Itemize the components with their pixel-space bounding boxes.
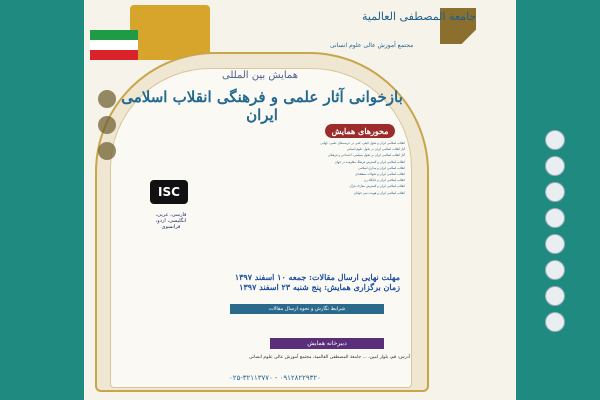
ornament-icon: [98, 116, 116, 134]
university-name: جامعة المصطفى العالمية: [362, 10, 477, 23]
left-side-ornaments: [95, 90, 119, 390]
topic-item: انقلاب اسلامی ایران و هویت دینی جوانان: [353, 190, 405, 195]
sponsor-logo-icon: [545, 130, 565, 150]
secretariat-heading: دبیرخانه همایش: [270, 338, 384, 349]
sponsor-logo-icon: [545, 208, 565, 228]
topics-list: [185, 140, 405, 196]
ornament-icon: [98, 90, 116, 108]
topic-item: آثار انقلاب اسلامی ایران بر تحول سیاسی، اجتماعی و فرهنگی: [327, 153, 405, 158]
topic-item: انقلاب اسلامی ایران و گسترش فرهنگ مقاومت در جهان: [334, 159, 405, 164]
axes-heading: محورهای همایش: [325, 124, 395, 138]
topic-item: انقلاب اسلامی ایران و گسترش معارف قرآن: [349, 184, 405, 189]
topic-item: انقلاب اسلامی ایران و تحولات منطقه‌ای: [355, 172, 405, 177]
sponsor-logo-icon: [545, 182, 565, 202]
sponsor-logo-icon: [545, 156, 565, 176]
sponsor-logo-icon: [545, 260, 565, 280]
sponsor-logo-icon: [545, 234, 565, 254]
sponsor-logos: [545, 130, 565, 332]
isc-logo: ISC: [150, 180, 188, 204]
ornament-icon: [98, 142, 116, 160]
dates-block: [180, 272, 400, 292]
conditions-heading: شرایط نگارش و نحوه ارسال مقالات: [230, 304, 384, 314]
main-title: بازخوانی آثار علمی و فرهنگی انقلاب اسلامی ایران: [121, 88, 403, 124]
sponsor-logo-icon: [545, 312, 565, 332]
address-text: آدرس: قم، بلوار امین، ... جامعة المصطفی العالمیة، مجتمع آموزش عالی علوم انسانی: [249, 355, 410, 360]
phone-text: ۰۲۵-۳۲۱۱۳۷۷۰ - ۰۹۱۲۸۲۲۹۳۲۰: [229, 374, 321, 382]
sponsor-logo-icon: [545, 286, 565, 306]
topic-item: انقلاب اسلامی ایران و بیداری اسلامی: [358, 165, 405, 170]
institute-name: مجتمع آموزش عالی علوم انسانی: [330, 42, 414, 49]
languages-note: فارسی، عربی، انگلیسی، اردو، فرانسوی: [155, 212, 187, 230]
conference-title: همایش بین المللی: [222, 70, 298, 81]
topic-item: انقلاب اسلامی ایران و تحول کیفی، کمی در عرصه‌های علمی، جهانی: [320, 141, 405, 145]
date-text: زمان برگزاری همایش: پنج شنبه ۲۳ اسفند ۱۳۹۷: [239, 282, 400, 292]
topic-item: آثار انقلاب اسلامی ایران در تحول علوم انسانی: [346, 147, 405, 152]
deadline-text: مهلت نهایی ارسال مقالات: جمعه ۱۰ اسفند ۱۳۹۷: [234, 272, 400, 282]
iran-flag: [90, 30, 138, 60]
topic-item: انقلاب اسلامی ایران و جایگاه زن: [363, 178, 405, 183]
leaders-photo: [130, 5, 210, 60]
